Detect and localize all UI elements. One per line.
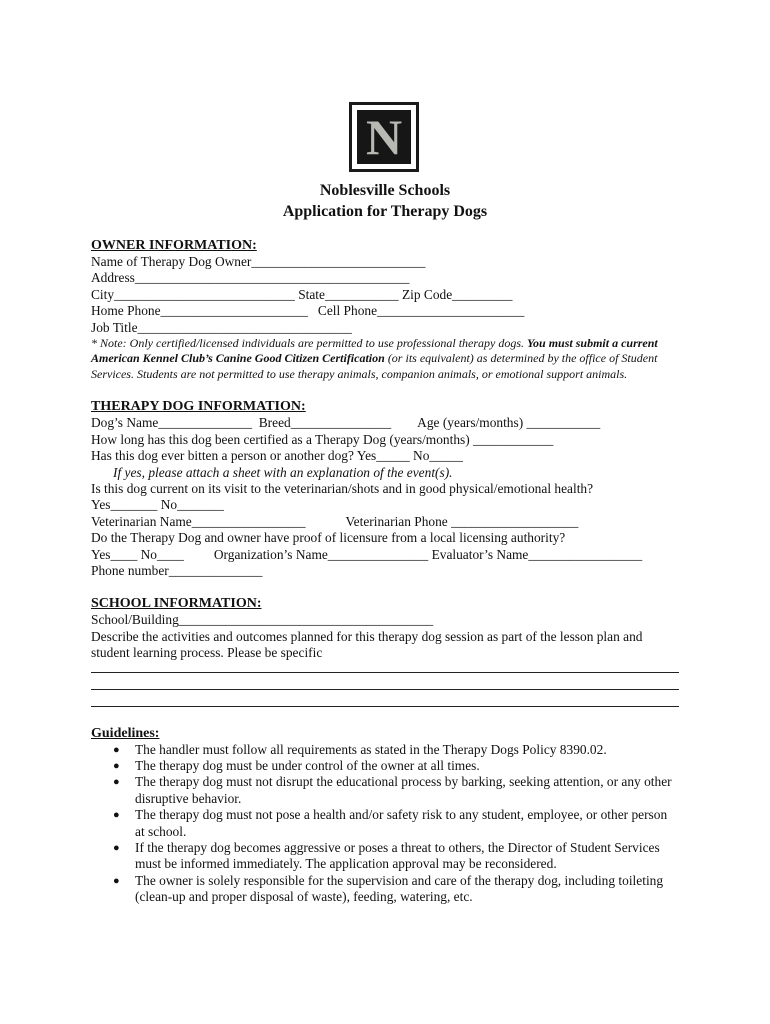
owner-heading: OWNER INFORMATION: <box>91 238 257 253</box>
guideline-item <box>91 873 675 906</box>
guideline-item <box>91 840 675 873</box>
owner-phone-fields[interactable]: Home Phone______________________ Cell Phone______________________ <box>91 303 525 319</box>
owner-name-field[interactable]: Name of Therapy Dog Owner__________________________ <box>91 254 426 269</box>
note-rest-text: (or its equivalent) as determined by the office of Student Services. Students are not permitted to use therapy animals, companion animals, or emotional support animals. <box>91 351 658 381</box>
bullet-icon: ● <box>113 743 120 756</box>
dog-name-breed-age-field[interactable]: Dog’s Name______________ Breed_______________ Age (years/months) ___________ <box>91 415 601 431</box>
licensure-fields[interactable]: Yes____ No____ Organization’s Name_______________ Evaluator’s Name_________________ <box>91 546 643 562</box>
answer-line-3[interactable] <box>91 696 679 707</box>
vet-current-question: Is this dog current on its visit to the veterinarian/shots and in good physical/emotional health? <box>91 481 594 497</box>
school-heading: SCHOOL INFORMATION: <box>91 596 262 612</box>
guideline-item <box>91 807 675 840</box>
guideline-text: The handler must follow all requirements as stated in the Therapy Dogs Policy 8390.02. <box>135 741 607 757</box>
bullet-icon: ● <box>113 809 120 822</box>
guideline-item <box>91 774 675 807</box>
school-name: Noblesville Schools <box>319 182 451 199</box>
bullet-icon: ● <box>113 874 120 887</box>
guidelines-heading: Guidelines: <box>91 725 160 741</box>
owner-job-title-field[interactable]: Job Title________________________________ <box>91 319 352 335</box>
guideline-item <box>91 758 675 774</box>
certification-note <box>91 336 681 383</box>
form-body <box>91 237 691 906</box>
dog-certified-duration-field[interactable]: How long has this dog been certified as a Therapy Dog (years/months) ____________ <box>91 431 554 447</box>
logo-letter: N <box>357 110 411 164</box>
noblesville-logo <box>349 102 419 172</box>
note-bold-text: You must submit a current American Kennel Club’s Canine Good Citizen Certification <box>91 335 658 366</box>
owner-address-field[interactable]: Address_________________________________________ <box>91 270 410 286</box>
owner-city-state-zip-field[interactable]: City___________________________ State___________ Zip Code_________ <box>91 286 513 302</box>
bullet-icon: ● <box>113 842 120 854</box>
describe-activities-prompt: Describe the activities and outcomes planned for this therapy dog session as part of the lesson plan and student learning process. Please be specific <box>91 628 643 661</box>
bullet-icon: ● <box>113 759 120 772</box>
bite-explanation-note: If yes, please attach a sheet with an explanation of the event(s). <box>113 464 453 480</box>
dog-bitten-field[interactable]: Has this dog ever bitten a person or another dog? Yes_____ No_____ <box>91 448 463 464</box>
evaluator-phone-field[interactable]: Phone number______________ <box>91 562 263 578</box>
vet-current-yes-no-field[interactable]: Yes_______ No_______ <box>91 497 224 513</box>
guideline-text: The owner is solely responsible for the supervision and care of the therapy dog, including toileting (clean-up and proper disposal of waste), feeding, watering, etc. <box>135 872 664 905</box>
form-title: Application for Therapy Dogs <box>282 203 488 220</box>
school-building-field[interactable]: School/Building______________________________________ <box>91 612 434 628</box>
guideline-text: The therapy dog must be under control of the owner at all times. <box>135 757 480 773</box>
dog-heading: THERAPY DOG INFORMATION: <box>91 399 306 415</box>
licensure-question: Do the Therapy Dog and owner have proof of licensure from a local licensing authority? <box>91 530 566 546</box>
bullet-icon: ● <box>113 776 120 789</box>
guideline-text: The therapy dog must not disrupt the educational process by barking, seeking attention, or any other disruptive behavior. <box>135 774 672 806</box>
answer-line-2[interactable] <box>91 679 679 690</box>
guideline-item <box>91 742 675 758</box>
note-text: * Note: Only certified/licensed individuals are permitted to use professional therapy dogs. <box>91 335 528 350</box>
guideline-text: The therapy dog must not pose a health and/or safety risk to any student, employee, or other person at school. <box>135 807 668 839</box>
guidelines-list <box>91 742 691 906</box>
guideline-text: If the therapy dog becomes aggressive or poses a threat to others, the Director of Student Services must be informed immediately. The application approval may be reconsidered. <box>135 840 660 872</box>
answer-line-1[interactable] <box>91 662 679 673</box>
veterinarian-fields[interactable]: Veterinarian Name_________________ Veterinarian Phone ___________________ <box>91 513 579 529</box>
